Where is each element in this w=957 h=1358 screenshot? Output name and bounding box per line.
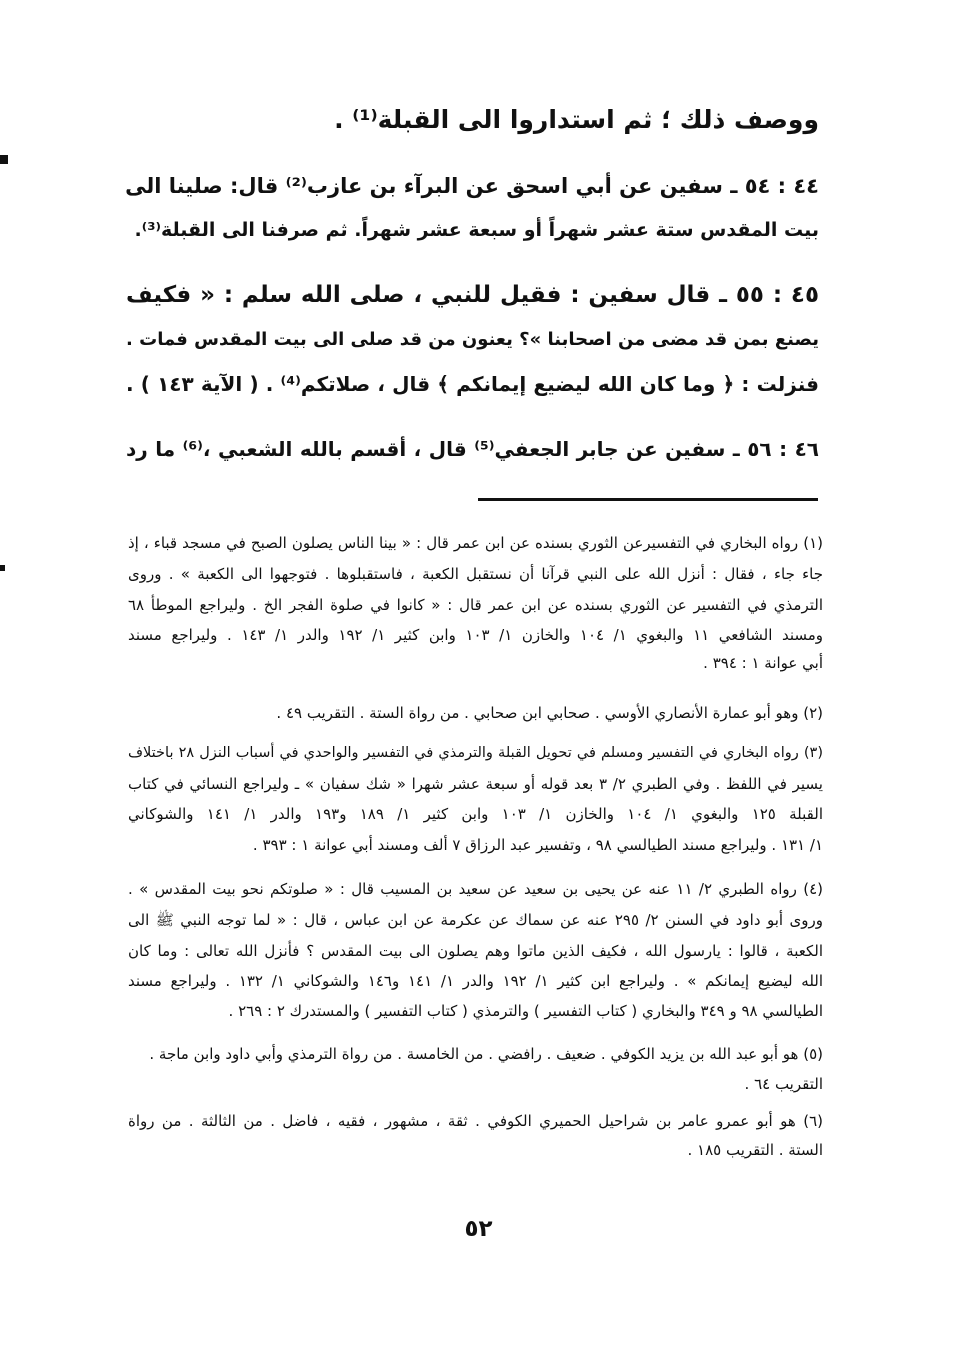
footnote-line: الترمذي في التفسير عن الثوري بسنده عن ابن عمر قال : « كانوا في صلوة الفجر الخ . وليراجع الموطأ ٦٨ <box>128 596 823 614</box>
footnote-line: التقريب ٦٤ . <box>744 1075 823 1093</box>
footnote-line: (٢) وهو أبو عمارة الأنصاري الأوسي . صحابي ابن صحابي . من رواة الستة . التقريب ٤٩ . <box>276 704 823 722</box>
body-text-line: ووصف ذلك ؛ ثم استداروا الى القبلة⁽¹⁾ . <box>334 105 819 134</box>
body-text-line: بيت المقدس ستة عشر شهراً أو سبعة عشر شهراً. ثم صرفنا الى القبلة⁽³⁾. <box>134 219 819 241</box>
margin-mark <box>0 155 8 164</box>
footnote-line: (٤) رواه الطبري ٢/ ١١ عنه عن يحيى بن سعيد عن سعيد بن المسيب قال : « صلوتكم نحو بيت المقدس » . <box>128 880 824 898</box>
body-text-line: ٤٦ : ٥٦ ـ سفين عن جابر الجعفي⁽⁵⁾ قال ، أقسم بالله الشعبي ،⁽⁶⁾ ما رد <box>126 437 819 461</box>
footnote-line: ١/ ١٣١ . وليراجع مسند الطيالسي ٩٨ ، وتفسير عبد الرزاق ٧ ألف ومسند أبي عوانة ١ : ٣٩٣ . <box>252 836 823 854</box>
footnote-line: الكعبة ، قالوا : يارسول الله ، فكيف الذين ماتوا وهم يصلون الى بيت المقدس ؟ فأنزل الله تعالى : وما كان <box>128 942 823 960</box>
footnote-line: وروى أبو داود في السنن ٢/ ٢٩٥ عنه عن سماك عن عكرمة عن ابن عباس ، قال : « لما توجه النبي ﷺ الى <box>128 911 823 929</box>
footnote-line: الله ليضيع إيمانكم » . وليراجع ابن كثير ١/ ١٩٢ والدر ١/ ١٤١ و١٤٦ والشوكاني ١/ ١٣٢ . وليراجع مسند <box>128 972 824 990</box>
footnote-line: الستة . التقريب ١٨٥ . <box>687 1141 823 1159</box>
page-number: ٥٢ <box>464 1216 493 1242</box>
footnote-line: جاء جاء ، فقال : أنزل الله على النبي قرآنا أن نستقبل الكعبة ، فاستقبلوها . فتوجهوا الى الكعبة » . وروى <box>128 565 823 583</box>
footnote-line: الطيالسي ٩٨ و ٣٤٩ والبخاري ( كتاب التفسير ) والترمذي ( كتاب التفسير ) والمستدرك ٢ : ٢٦٩ . <box>228 1002 823 1020</box>
footnote-line: أبي عوانة ١ : ٣٩٤ . <box>703 654 823 672</box>
footnote-line: (٣) رواه البخاري في التفسير ومسلم في تحويل القبلة والترمذي في التفسير والواحدي في أسباب النزل ٢٨ باختلاف <box>128 745 823 761</box>
body-text-line: فنزلت : ﴿ وما كان الله ليضيع إيمانكم ﴾ قال ، صلاتكم⁽⁴⁾ . ( الآية ١٤٣ ) . <box>126 372 819 396</box>
body-text-line: يصنع بمن قد مضى من اصحابنا »؟ يعنون من قد صلى الى بيت المقدس فمات . <box>126 329 819 350</box>
margin-mark <box>0 565 5 571</box>
body-text-line: ٤٤ : ٥٤ ـ سفين عن أبي اسحق عن البرآء بن عازب⁽²⁾ قال: صلينا الى <box>125 174 819 198</box>
footnote-separator <box>478 498 818 501</box>
footnote-line: يسير في اللفظ . وفي الطبري ٢/ ٣ بعد قوله أو سبعة عشر شهرا « شك سفيان » ـ وليراجع النسائي في كتاب <box>128 775 823 793</box>
body-text-line: ٤٥ : ٥٥ ـ قال سفين : فقيل للنبي ، صلى الله سلم : « فكيف <box>126 282 819 308</box>
footnote-line: القبلة ١٢٥ والبغوي ١/ ١٠٤ والخازن ١/ ١٠٣ وابن كثير ١/ ١٨٩ و١٩٣ والدر ١/ ١٤١ والشوكاني <box>128 805 824 823</box>
footnote-line: (١) رواه البخاري في التفسيرعن الثوري بسنده عن ابن عمر قال : « بينا الناس يصلون الصبح في مسجد قباء ، إذ <box>128 534 823 552</box>
footnote-line: (٥) هو أبو عبد الله بن يزيد الكوفي . ضعيف . رافضي . من الخامسة . من رواة الترمذي وأبي داود وابن ماجة . <box>149 1045 823 1063</box>
footnote-line: (٦) هو أبو عمرو عامر بن شراحيل الحميري الكوفي . ثقة ، مشهور ، فقيه ، فاضل . من الثالثة . من رواة <box>128 1112 823 1130</box>
footnote-line: ومسند الشافعي ١١ والبغوي ١/ ١٠٤ والخازن ١/ ١٠٣ وابن كثير ١/ ١٩٢ والدر ١/ ١٤٣ . وليراجع مسند <box>128 626 824 644</box>
